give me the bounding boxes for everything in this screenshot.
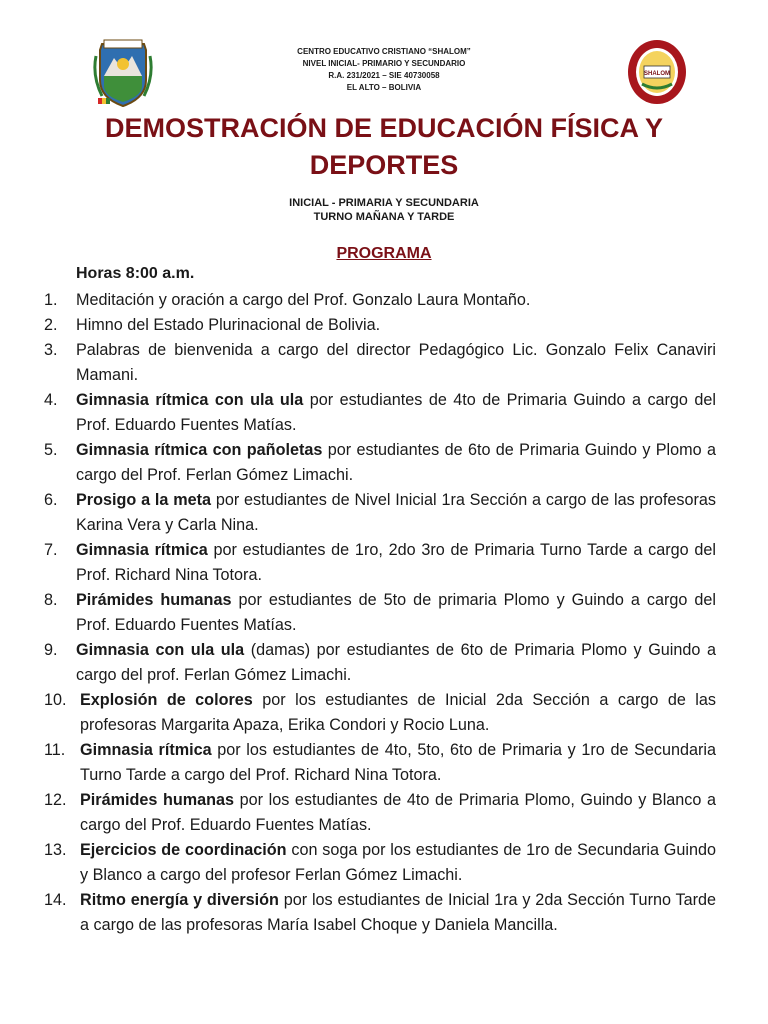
item-number: 2.: [44, 316, 58, 334]
list-item: [44, 388, 716, 438]
item-description: por los estudiantes de Inicial 1ra y 2da Sección Turno Tarde a cargo de las profesoras María Isabel Choque y Daniela Mancilla.: [80, 891, 716, 934]
item-description: Palabras de bienvenida a cargo del director Pedagógico Lic. Gonzalo Felix Canaviri Mamani.: [76, 341, 716, 384]
item-description: por estudiantes de 4to de Primaria Guindo a cargo del Prof. Eduardo Fuentes Matías.: [76, 391, 716, 434]
item-activity: Pirámides humanas: [76, 591, 232, 609]
list-item: [44, 738, 716, 788]
list-item: [44, 313, 716, 338]
item-number: 7.: [44, 541, 58, 559]
subtitle: [0, 196, 768, 224]
document-title: DEMOSTRACIÓN DE EDUCACIÓN FÍSICA Y DEPORTES: [104, 113, 664, 180]
list-item: [44, 488, 716, 538]
item-activity: Gimnasia rítmica con ula ula: [76, 391, 304, 409]
school-header: [0, 46, 768, 94]
item-description: Himno del Estado Plurinacional de Bolivia.: [76, 316, 381, 334]
programa-heading: PROGRAMA: [336, 245, 432, 262]
item-number: 1.: [44, 291, 58, 309]
item-activity: Prosigo a la meta: [76, 491, 211, 509]
item-activity: Gimnasia rítmica con pañoletas: [76, 441, 323, 459]
list-item: [44, 538, 716, 588]
item-number: 5.: [44, 441, 58, 459]
item-number: 4.: [44, 391, 58, 409]
list-item: [44, 888, 716, 938]
item-number: 8.: [44, 591, 58, 609]
start-time: Horas 8:00 a.m.: [76, 265, 195, 282]
list-item: [44, 438, 716, 488]
item-number: 11.: [44, 741, 66, 759]
list-item: [44, 688, 716, 738]
item-activity: Gimnasia rítmica: [80, 741, 212, 759]
item-number: 6.: [44, 491, 58, 509]
item-description: Meditación y oración a cargo del Prof. Gonzalo Laura Montaño.: [76, 291, 531, 309]
item-activity: Pirámides humanas: [80, 791, 235, 809]
subtitle-shift: TURNO MAÑANA Y TARDE: [313, 211, 455, 223]
item-activity: Gimnasia con ula ula: [76, 641, 245, 659]
school-location: EL ALTO – BOLIVIA: [346, 83, 422, 92]
item-activity: Gimnasia rítmica: [76, 541, 208, 559]
item-description: por los estudiantes de 4to de Primaria Plomo, Guindo y Blanco a cargo del Prof. Eduardo Fuentes Matías.: [80, 791, 716, 834]
item-description: por los estudiantes de Inicial 2da Sección a cargo de las profesoras Margarita Apaza, Erika Condori y Rocio Luna.: [80, 691, 716, 734]
school-levels: NIVEL INICIAL- PRIMARIO Y SECUNDARIO: [302, 59, 466, 68]
list-item: [44, 588, 716, 638]
item-number: 9.: [44, 641, 58, 659]
item-number: 10.: [44, 691, 67, 709]
item-description: por estudiantes de Nivel Inicial 1ra Sección a cargo de las profesoras Karina Vera y Carla Nina.: [76, 491, 716, 534]
item-description: por estudiantes de 6to de Primaria Guindo y Plomo a cargo del Prof. Ferlan Gómez Limachi.: [76, 441, 716, 484]
item-number: 13.: [44, 841, 67, 859]
item-activity: Ritmo energía y diversión: [80, 891, 279, 909]
item-description: por estudiantes de 5to de primaria Plomo y Guindo a cargo del Prof. Eduardo Fuentes Matías.: [76, 591, 716, 634]
item-description: con soga por los estudiantes de 1ro de Secundaria Guindo y Blanco a cargo del profesor Ferlan Gómez Limachi.: [80, 841, 716, 884]
item-description: por estudiantes de 1ro, 2do 3ro de Primaria Turno Tarde a cargo del Prof. Richard Nina Totora.: [76, 541, 716, 584]
item-activity: Ejercicios de coordinación: [80, 841, 287, 859]
list-item: [44, 338, 716, 388]
program-list: [44, 288, 716, 938]
school-registration: R.A. 231/2021 – SIE 40730058: [328, 71, 440, 80]
list-item: [44, 788, 716, 838]
seal-text: SHALOM: [644, 71, 670, 77]
item-description: por los estudiantes de 4to, 5to, 6to de Primaria y 1ro de Secundaria Turno Tarde a cargo del Prof. Richard Nina Totora.: [80, 741, 716, 784]
item-number: 3.: [44, 341, 58, 359]
item-description: (damas) por estudiantes de 6to de Primaria Plomo y Guindo a cargo del prof. Ferlan Gómez Limachi.: [76, 641, 716, 684]
list-item: [44, 288, 716, 313]
item-number: 12.: [44, 791, 67, 809]
school-name: CENTRO EDUCATIVO CRISTIANO “SHALOM”: [297, 47, 471, 56]
subtitle-levels: INICIAL - PRIMARIA Y SECUNDARIA: [289, 197, 479, 209]
item-number: 14.: [44, 891, 67, 909]
item-activity: Explosión de colores: [80, 691, 253, 709]
list-item: [44, 838, 716, 888]
list-item: [44, 638, 716, 688]
